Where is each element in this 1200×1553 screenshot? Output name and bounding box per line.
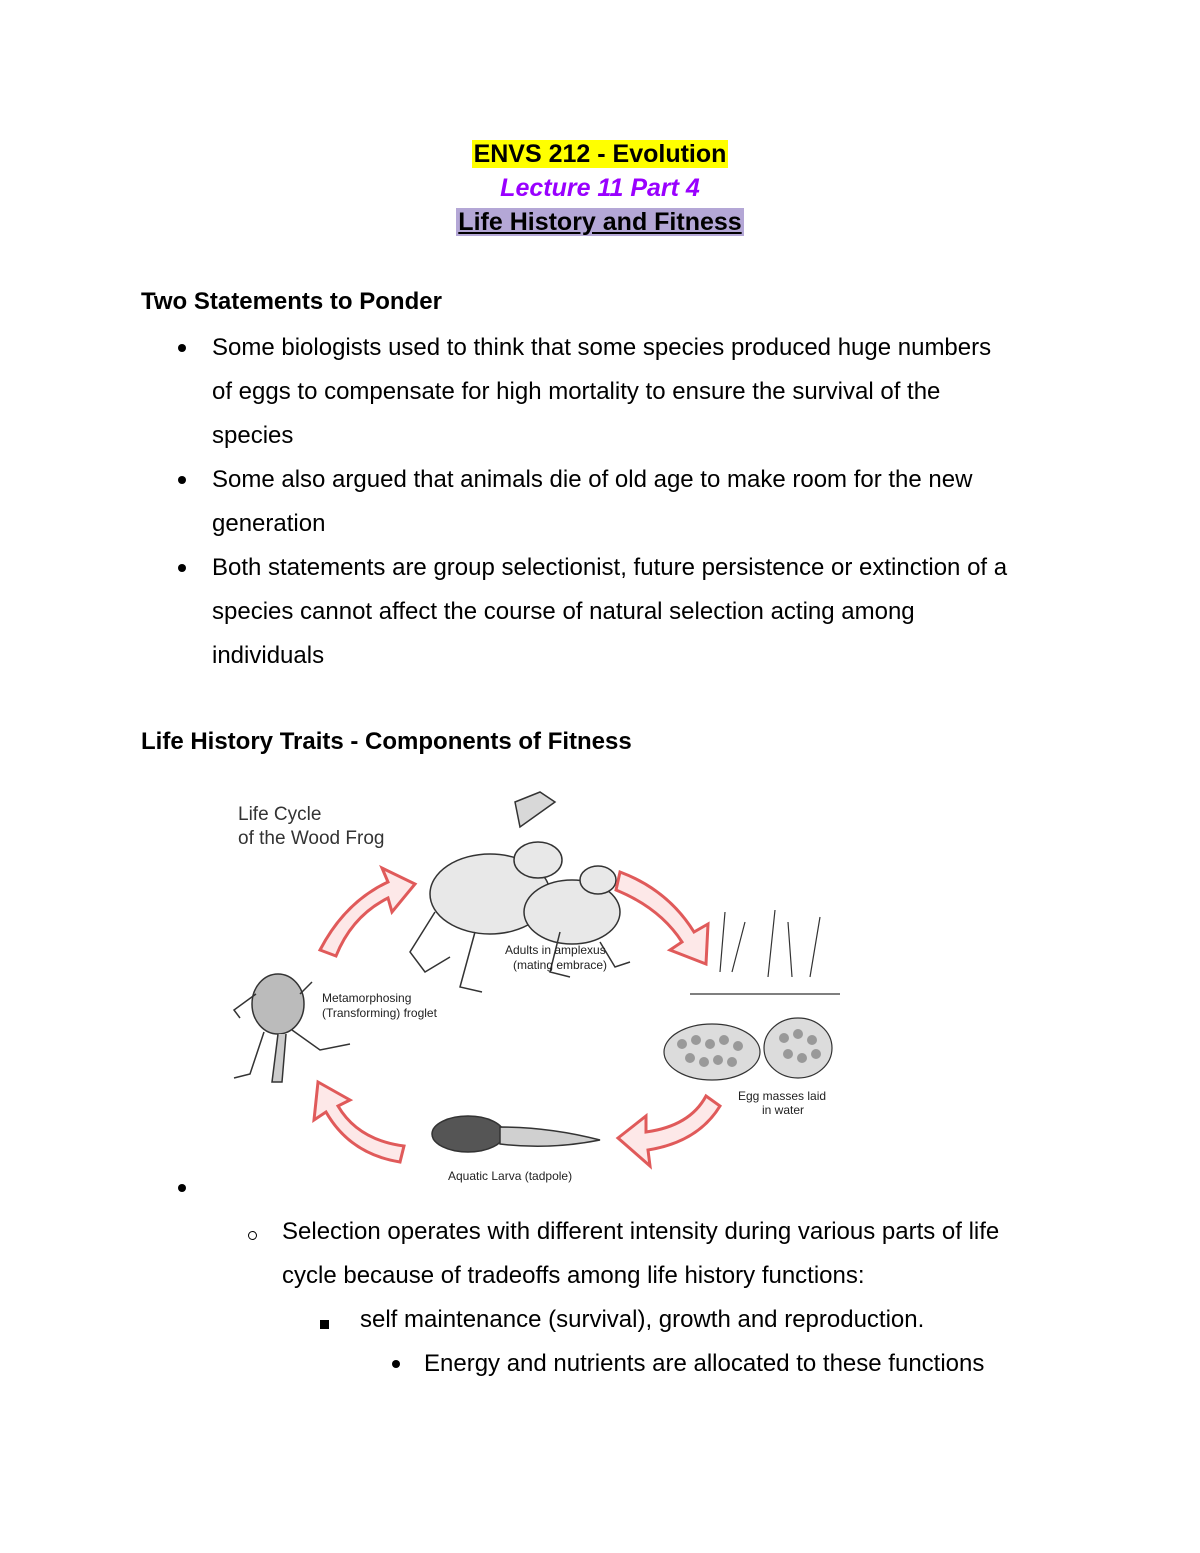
list-item: Energy and nutrients are allocated to these functions: [424, 1350, 985, 1377]
arrow-froglet-to-adults: [320, 868, 415, 956]
bullet-dot: [178, 1184, 186, 1192]
stage-label-eggs-sub: in water: [762, 1103, 805, 1117]
list-item: Both statements are group selectionist, future persistence or extinction of a species cannot affect the course of natural selection acting among individuals: [212, 554, 1008, 669]
arrow-larva-to-froglet: [314, 1082, 404, 1162]
section-heading-statements: Two Statements to Ponder: [141, 288, 442, 315]
bullet-dot: [178, 344, 186, 352]
figure-title-line1: Life Cycle: [238, 804, 322, 825]
bullet-dot: [178, 476, 186, 484]
course-title: ENVS 212 - Evolution: [473, 140, 727, 168]
stage-label-adults: Adults in amplexus: [505, 943, 606, 957]
list-item: self maintenance (survival), growth and reproduction.: [360, 1306, 925, 1333]
tadpole-illustration: [432, 1116, 600, 1152]
stage-label-larva: Aquatic Larva (tadpole): [448, 1169, 573, 1183]
list-item: Selection operates with different intensity during various parts of life cycle because of tradeoffs among life history functions:: [282, 1218, 1000, 1289]
bullet-circle: [248, 1231, 257, 1240]
stage-label-froglet: Metamorphosing: [322, 991, 412, 1005]
figure-title-line2: of the Wood Frog: [238, 828, 385, 849]
bullet-square: [320, 1320, 329, 1329]
lecture-topic: Life History and Fitness: [458, 208, 742, 236]
stage-label-adults-sub: (mating embrace): [513, 958, 608, 972]
life-cycle-figure: [220, 782, 850, 1192]
list-item: Some biologists used to think that some species produced huge numbers of eggs to compensate for high mortality to ensure the survival of the species: [212, 334, 992, 449]
stage-label-eggs: Egg masses laid: [738, 1089, 827, 1103]
section-heading-traits: Life History Traits - Components of Fitness: [141, 728, 632, 755]
stage-label-froglet-sub: (Transforming) froglet: [322, 1006, 437, 1020]
bullet-dot: [392, 1360, 400, 1368]
list-item: Some also argued that animals die of old age to make room for the new generation: [212, 466, 973, 537]
arrow-adults-to-eggs: [616, 872, 708, 964]
bullet-dot: [178, 564, 186, 572]
arrow-eggs-to-larva: [618, 1096, 720, 1166]
lecture-number: Lecture 11 Part 4: [500, 174, 700, 202]
